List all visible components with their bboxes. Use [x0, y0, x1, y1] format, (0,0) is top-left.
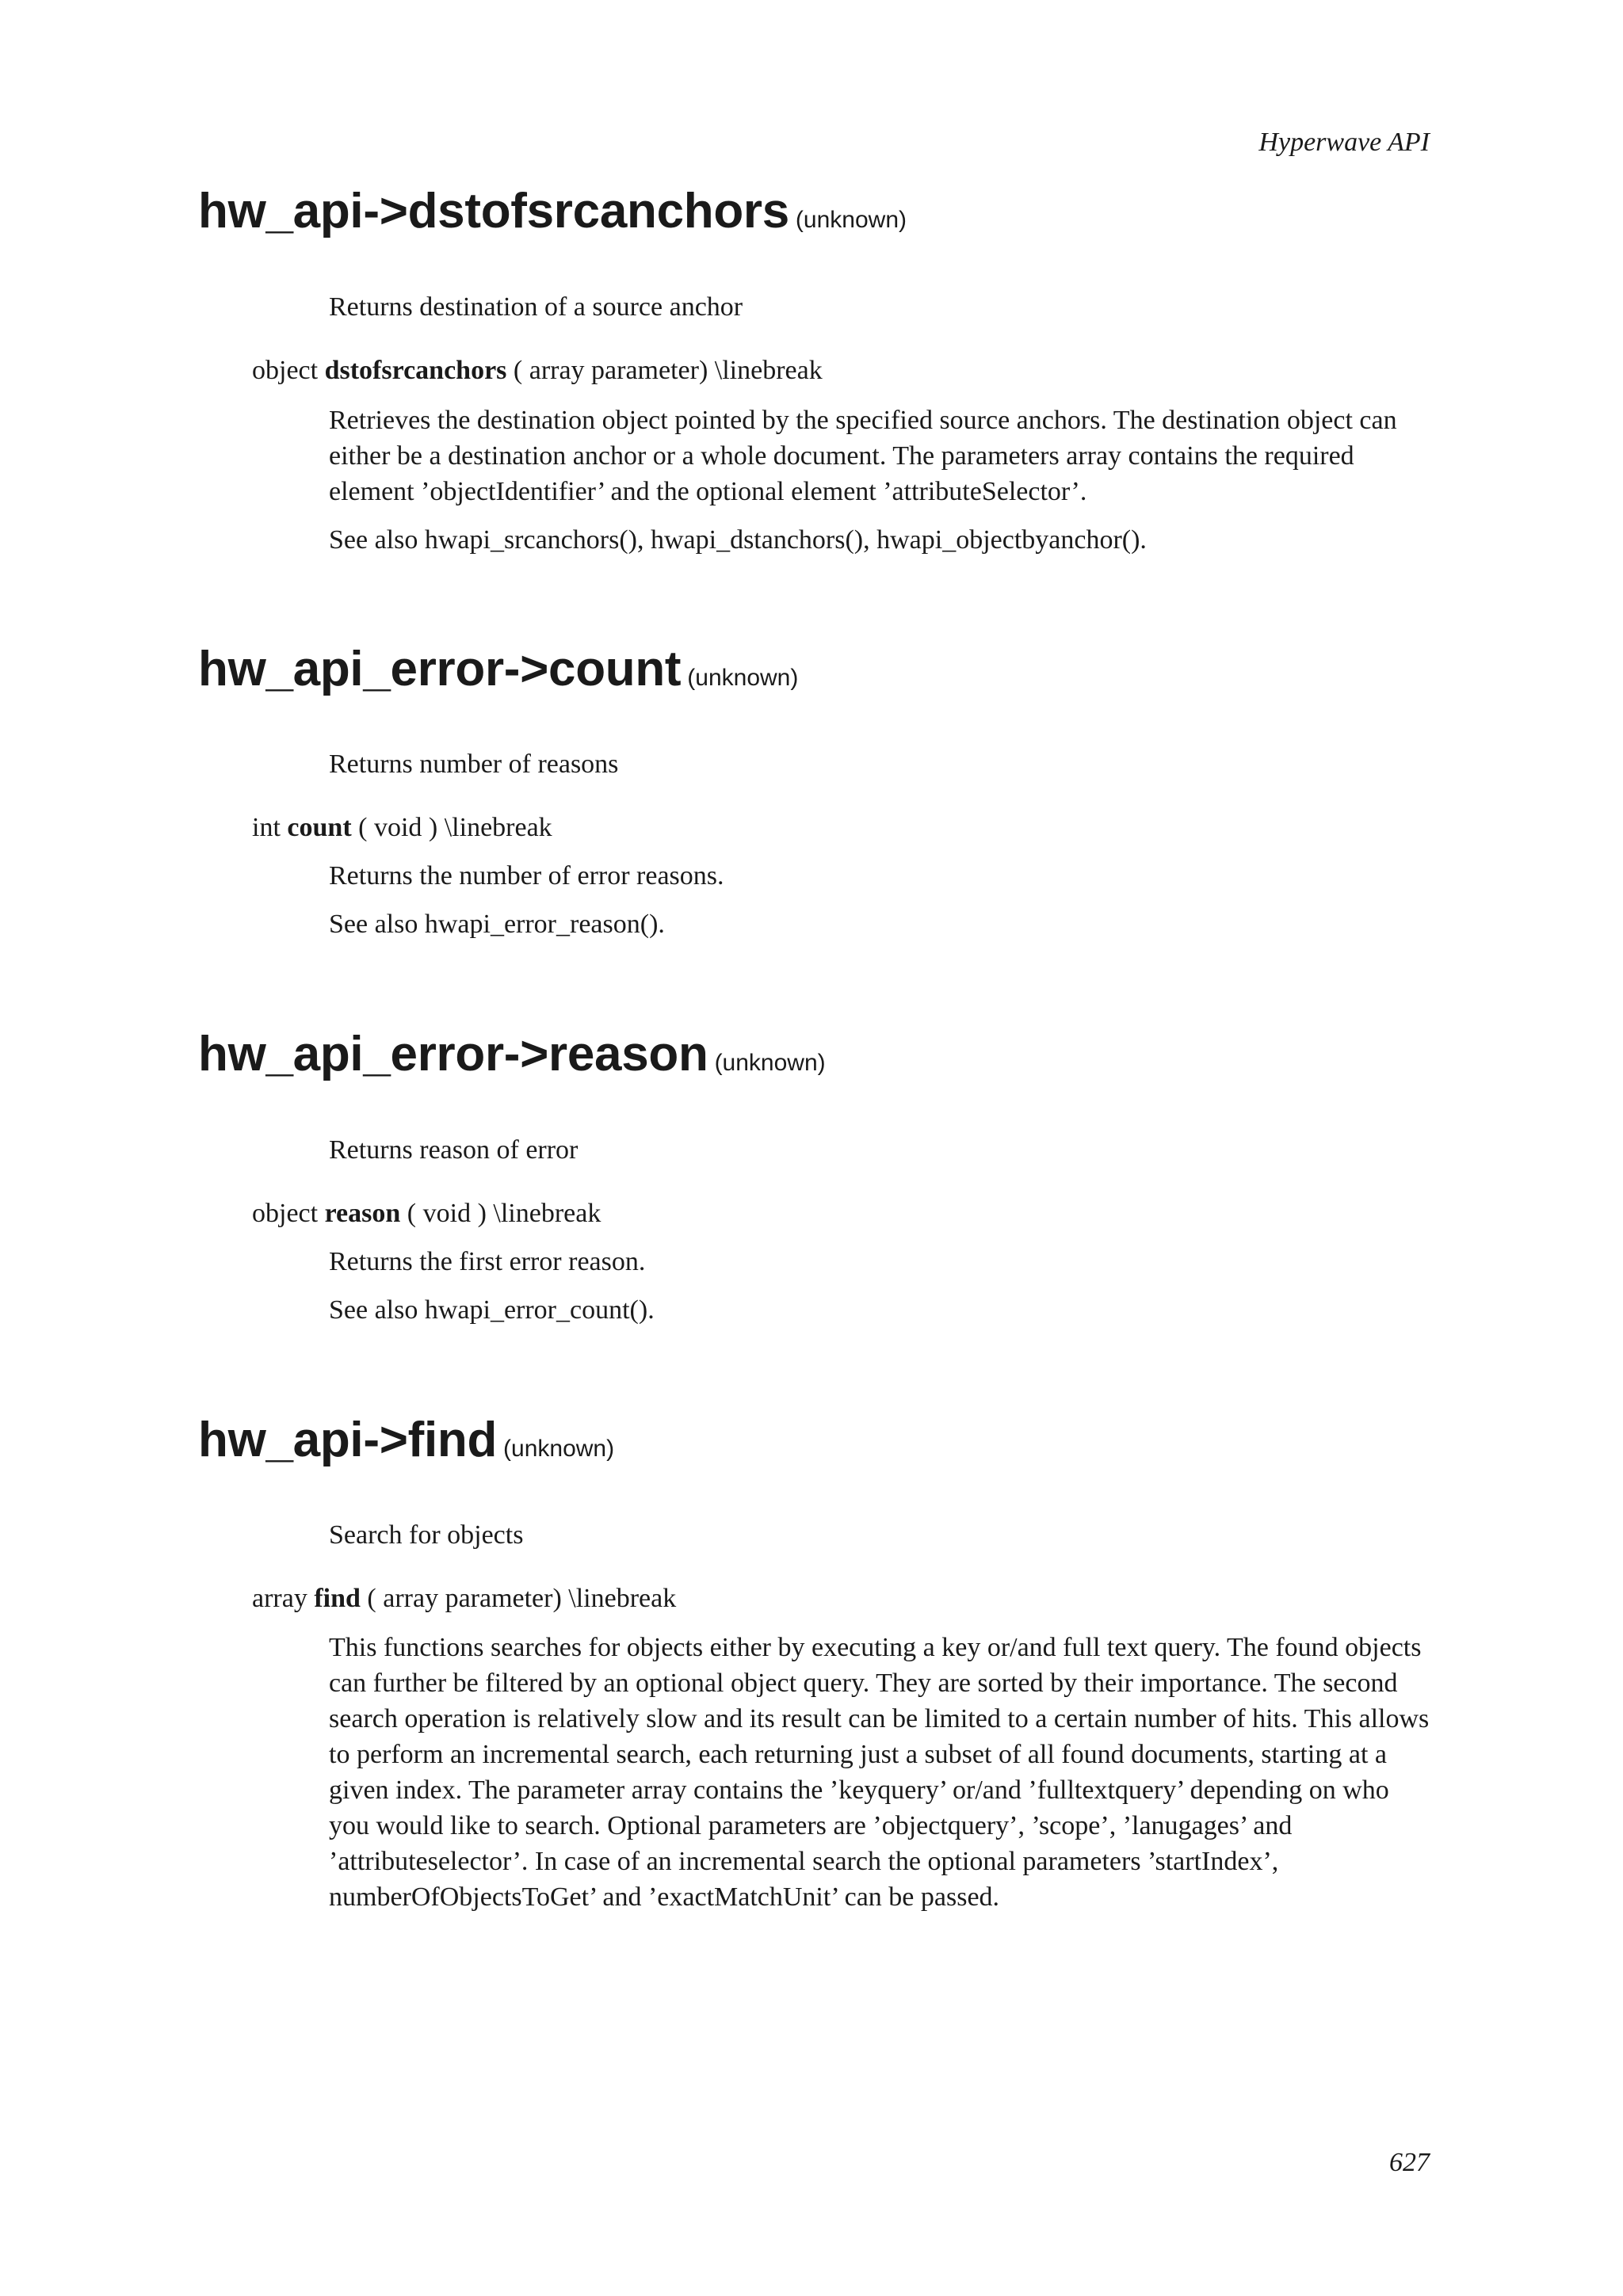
- return-type: object: [252, 356, 319, 385]
- version-note: (unknown): [503, 1436, 615, 1462]
- description-paragraph: Returns the number of error reasons.: [329, 861, 724, 891]
- version-note: (unknown): [714, 1050, 826, 1076]
- return-type: object: [252, 1199, 319, 1228]
- function-synopsis: [252, 1583, 676, 1615]
- synopsis-function-name: find: [314, 1584, 361, 1613]
- entry-purpose: Returns reason of error: [329, 1135, 579, 1165]
- function-name: hw_api_error->count: [198, 642, 682, 696]
- return-type: int: [252, 813, 281, 842]
- entry-description: [329, 858, 1430, 955]
- entry-description: [329, 402, 1430, 570]
- entry-title: [198, 642, 799, 696]
- page-number: 627: [1389, 2148, 1430, 2177]
- see-also: See also hwapi_error_reason().: [329, 910, 665, 939]
- entry-title: [198, 1413, 615, 1467]
- version-note: (unknown): [687, 665, 799, 691]
- synopsis-params: ( void ) \linebreak: [358, 813, 552, 842]
- function-synopsis: [252, 812, 552, 844]
- entry-description: [329, 1244, 1430, 1341]
- see-also: See also hwapi_srcanchors(), hwapi_dstanchors(), hwapi_objectbyanchor().: [329, 525, 1147, 555]
- description-paragraph: This functions searches for objects either by executing a key or/and full text query. The found objects can further be filtered by an optional object query. They are sorted by their importance. The second search operation is relatively slow and its result can be limited to a certain number of hits. This allows to perform an incremental search, each returning just a subset of all found documents, starting at a given index. The parameter array contains the ’keyquery’ or/and ’fulltextquery’ depending on who you would like to search. Optional parameters are ’objectquery’, ’scope’, ’lanugages’ and ’attributeselector’. In case of an incremental search the optional parameters ’startIndex’, numberOfObjectsToGet’ and ’exactMatchUnit’ can be passed.: [329, 1633, 1430, 1912]
- description-paragraph: Retrieves the destination object pointed by the specified source anchors. The destination object can either be a destination anchor or a whole document. The parameters array contains the required element ’objectIdentifier’ and the optional element ’attributeSelector’.: [329, 406, 1397, 506]
- entry-description: [329, 1630, 1430, 1928]
- synopsis-function-name: reason: [324, 1199, 401, 1228]
- entry-purpose: Returns number of reasons: [329, 749, 619, 779]
- synopsis-params: ( array parameter) \linebreak: [513, 356, 823, 385]
- synopsis-function-name: dstofsrcanchors: [324, 356, 507, 385]
- entry-title: [198, 1027, 826, 1081]
- version-note: (unknown): [795, 207, 907, 233]
- function-synopsis: [252, 1198, 601, 1230]
- function-name: hw_api->find: [198, 1413, 498, 1467]
- entry-purpose: Search for objects: [329, 1520, 524, 1550]
- running-header: Hyperwave API: [1258, 128, 1430, 157]
- entry-purpose: Returns destination of a source anchor: [329, 292, 743, 322]
- synopsis-function-name: count: [287, 813, 352, 842]
- function-synopsis: [252, 355, 823, 387]
- function-name: hw_api->dstofsrcanchors: [198, 184, 789, 238]
- see-also: See also hwapi_error_count().: [329, 1295, 655, 1325]
- entry-title: [198, 184, 907, 238]
- return-type: array: [252, 1584, 307, 1613]
- function-name: hw_api_error->reason: [198, 1027, 708, 1081]
- synopsis-params: ( void ) \linebreak: [407, 1199, 601, 1228]
- description-paragraph: Returns the first error reason.: [329, 1247, 646, 1276]
- synopsis-params: ( array parameter) \linebreak: [367, 1584, 677, 1613]
